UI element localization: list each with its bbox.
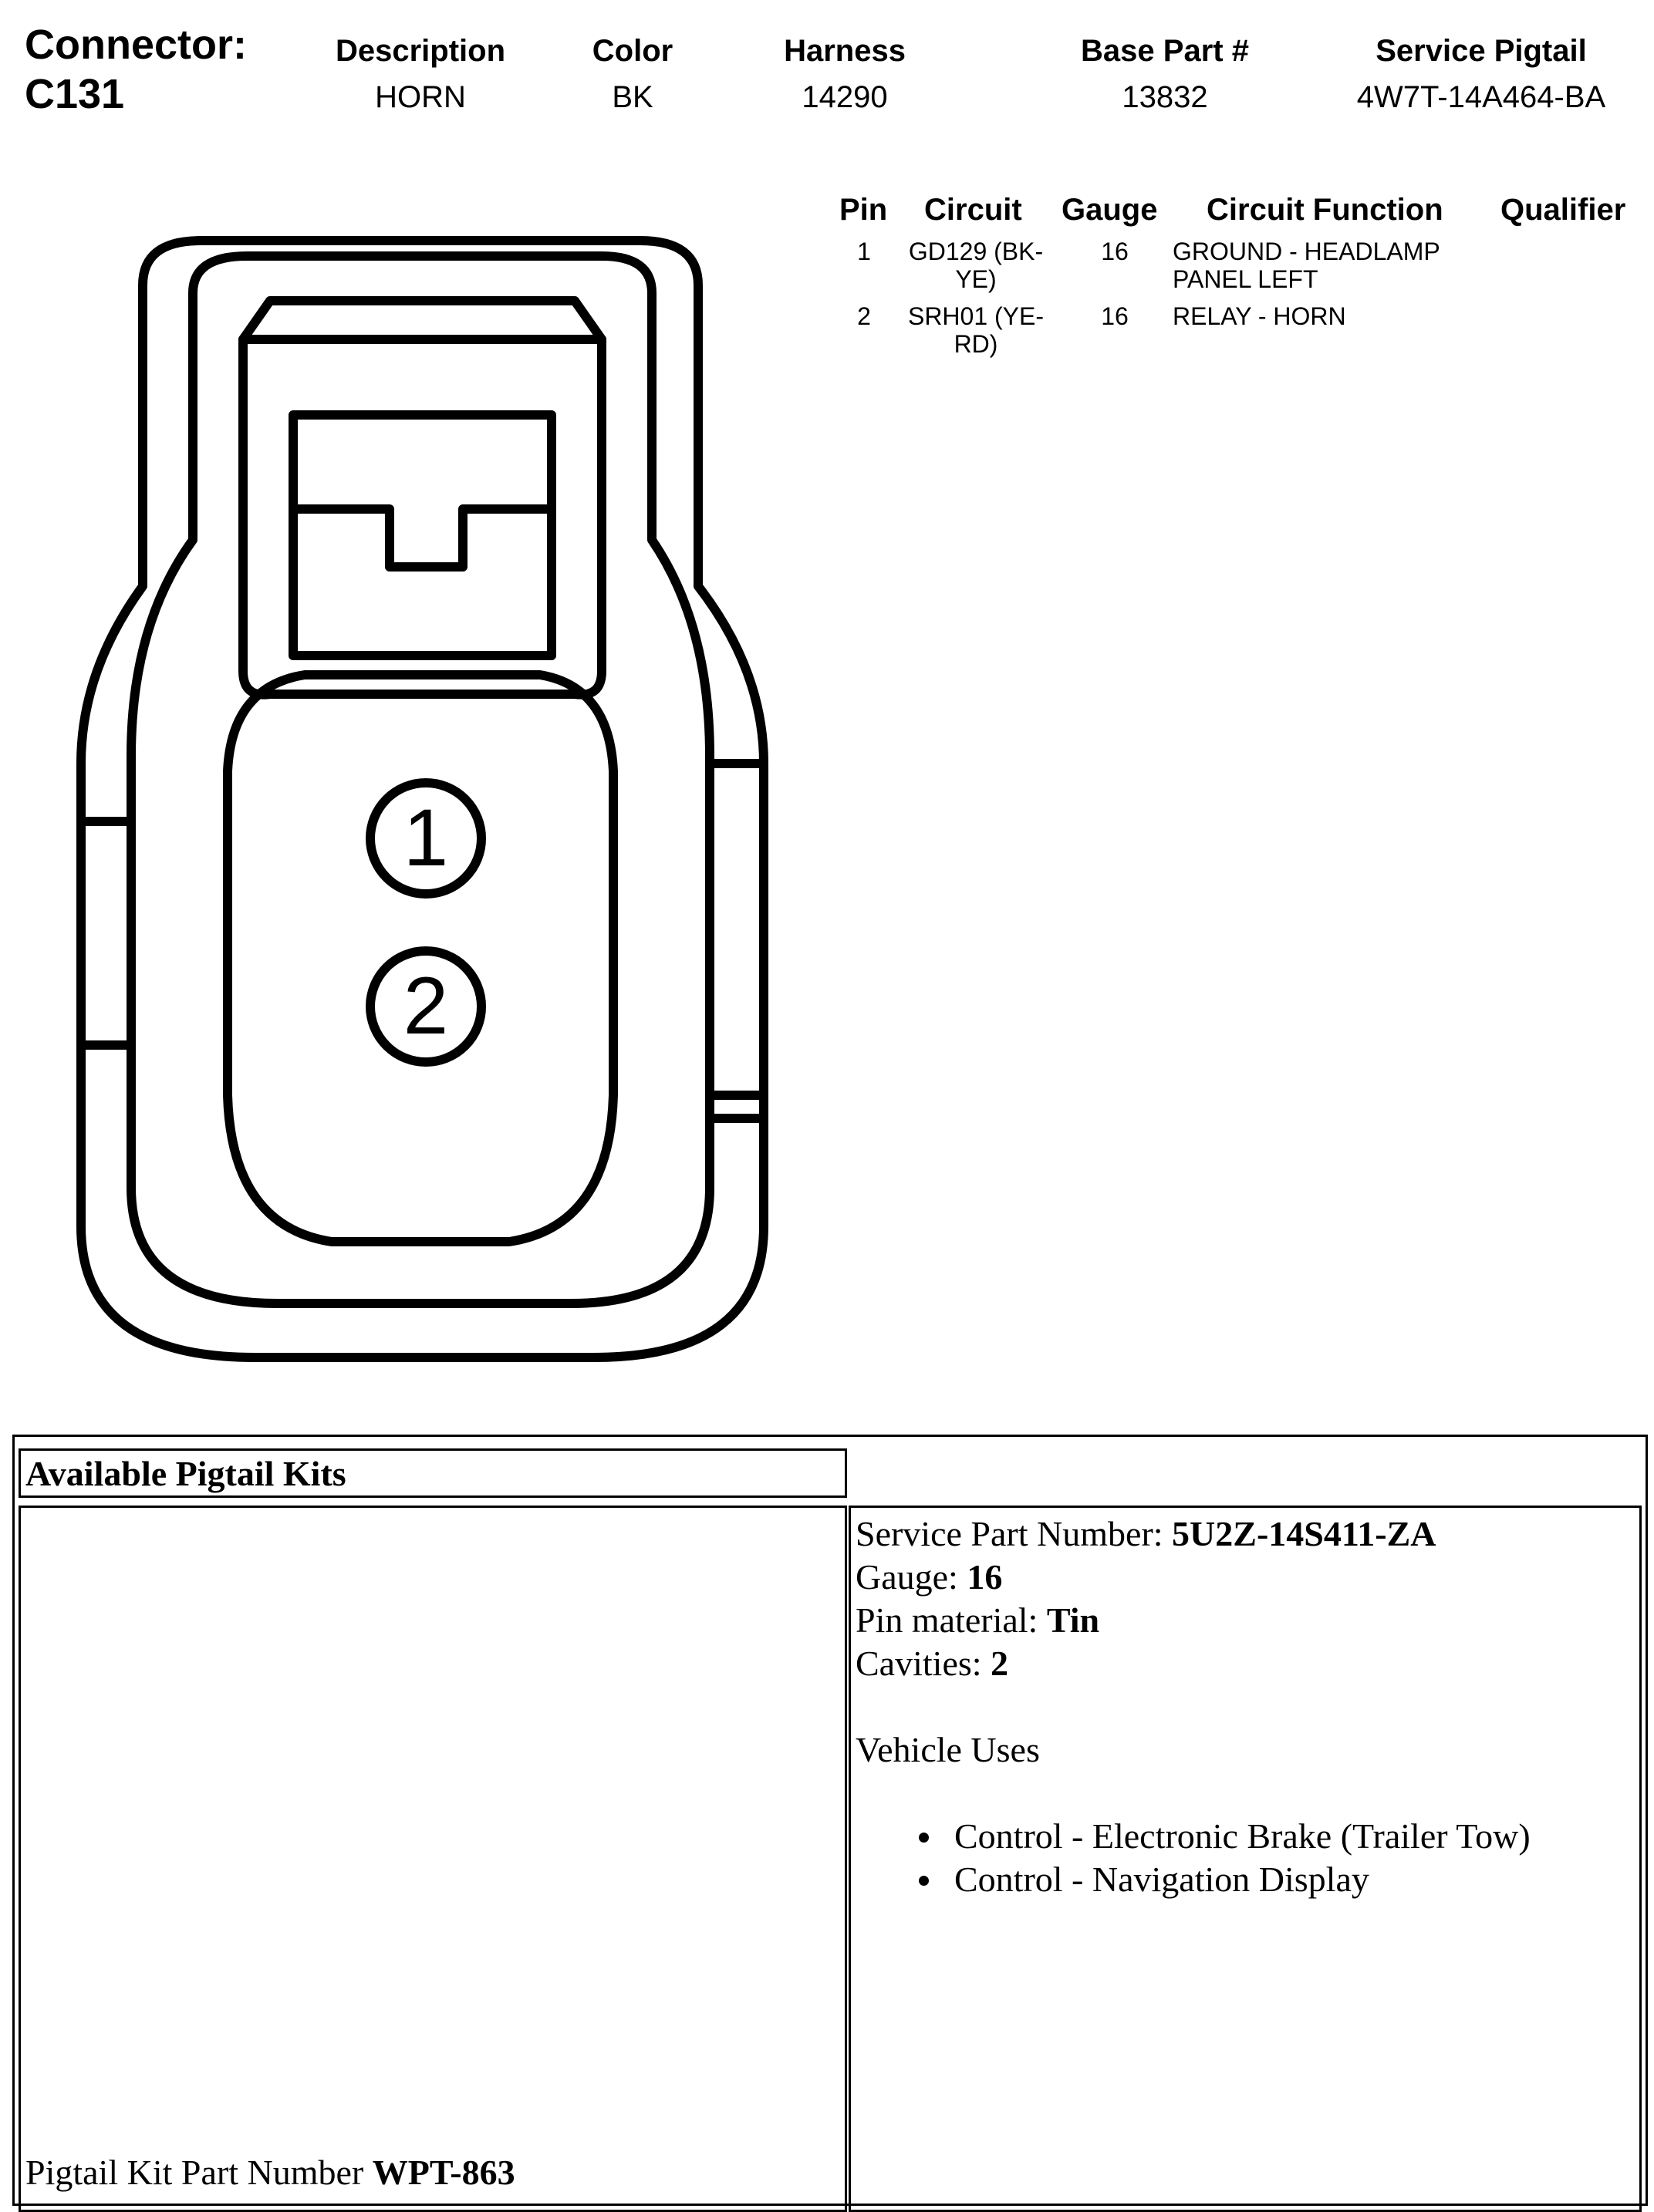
header-harness-heading: Harness [784,34,906,68]
gauge-label: Gauge: [856,1557,967,1597]
pigtail-kit-number [25,2151,515,2194]
pin-table-header-pin: Pin [839,193,888,227]
pin-row-1-pin: 1 [857,238,871,265]
header-color-value: BK [612,80,653,114]
gauge [856,1556,1531,1599]
pin-row-1-function-line1: GROUND - HEADLAMP [1173,238,1440,265]
cavities-label: Cavities: [856,1644,991,1683]
pigtail-kit-number-value: WPT-863 [372,2153,515,2192]
connector-face-diagram [0,224,787,1381]
pigtail-kit-number-label: Pigtail Kit Part Number [25,2153,373,2192]
header-base-part-value: 13832 [1122,80,1208,114]
header-harness-value: 14290 [802,80,888,114]
pin-row-2-pin: 2 [857,302,871,330]
pigtail-title: Available Pigtail Kits [25,1454,346,1493]
pin-row-2-function [1173,302,1481,330]
pin-row-1-circuit-line1: GD129 (BK- [908,238,1044,265]
pin-material-value: Tin [1046,1600,1100,1640]
header-service-pigtail-heading: Service Pigtail [1376,34,1587,68]
header-description [305,28,536,120]
header-service-pigtail [1311,28,1651,120]
vehicle-use-item: Control - Navigation Display [906,1858,1531,1901]
pin-cavity-outline [228,675,613,1242]
pin-material [856,1599,1531,1642]
header-description-value: HORN [375,80,466,114]
cavities [856,1642,1531,1685]
pin-material-label: Pin material: [856,1600,1047,1640]
header-service-pigtail-value: 4W7T-14A464-BA [1356,80,1606,114]
vehicle-uses-list [856,1815,1531,1901]
latch-notch [293,509,552,567]
vehicle-uses-title: Vehicle Uses [856,1730,1040,1769]
pin-table-header-function: Circuit Function [1207,193,1443,227]
pin-row-2-circuit-line1: SRH01 (YE- [907,302,1045,330]
header-description-heading: Description [335,34,506,68]
pigtail-details [856,1512,1531,1901]
header-base-part [1034,28,1296,120]
pin-row-1-function-line2: PANEL LEFT [1173,265,1318,293]
header-base-part-heading: Base Part # [1081,34,1249,68]
pigtail-title-cell [19,1448,847,1498]
pigtail-kit-cell [19,1506,847,2212]
header-harness [741,28,949,120]
gauge-value: 16 [967,1557,1003,1597]
vehicle-use-item: Control - Electronic Brake (Trailer Tow) [906,1815,1531,1858]
connector-id: C131 [25,71,125,117]
connector-label: Connector: [25,22,247,68]
pin-row-1-circuit-line2: YE) [955,265,997,293]
pin-row-1-function [1173,238,1481,293]
pin-1-label: 1 [403,793,449,883]
pigtail-details-cell [849,1506,1642,2212]
pin-row-1-circuit [887,238,1065,293]
pin-row-2-gauge: 16 [1101,302,1129,330]
pin-row-2-circuit-line2: RD) [954,330,998,358]
pin-row-2-circuit [887,302,1065,358]
header-color [555,28,710,120]
header-color-heading: Color [592,34,673,68]
service-part-number-value: 5U2Z-14S411-ZA [1172,1514,1436,1553]
pin-2-label: 2 [403,961,449,1051]
latch-top [243,301,602,339]
service-part-number [856,1512,1531,1556]
pin-table-header-gauge: Gauge [1062,193,1158,227]
latch-window [293,415,552,656]
pin-table-header-circuit: Circuit [924,193,1022,227]
cavities-value: 2 [991,1644,1009,1683]
pin-table-header-qualifier: Qualifier [1500,193,1626,227]
pin-row-1-gauge: 16 [1101,238,1129,265]
service-part-number-label: Service Part Number: [856,1514,1173,1553]
pin-row-2-function-line1: RELAY - HORN [1173,302,1346,330]
